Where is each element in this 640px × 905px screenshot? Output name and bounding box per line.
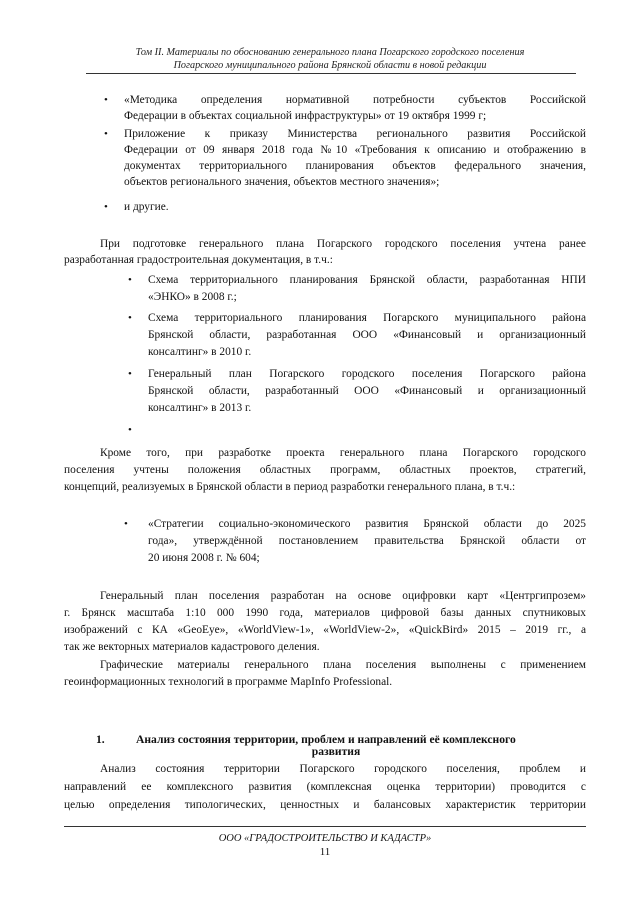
bullet-icon: • <box>124 518 128 530</box>
para3-line4: так же векторных материалов кадастрового деления. <box>64 641 320 653</box>
para2-line3: концепций, реализуемых в Брянской области в период разработки генерального плана, в т.ч.: <box>64 481 516 493</box>
list2-item3-line2: Брянской области, разработанный ООО «Финансовый и организационный <box>148 385 586 397</box>
footer-rule <box>64 826 586 827</box>
section-title-line1: Анализ состояния территории, проблем и направлений её комплексного <box>136 733 516 746</box>
list2-item1-line2: «ЭНКО» в 2008 г.; <box>148 291 237 303</box>
running-header-line2: Погарского муниципального района Брянской области в новой редакции <box>173 60 487 71</box>
list3-item1-line2: года», утверждённой постановлением правительства Брянской области от <box>148 535 586 547</box>
bullet-icon: • <box>104 94 108 106</box>
list1-item3-line1: и другие. <box>124 201 169 213</box>
para3-line1: Генеральный план поселения разработан на основе оцифровки карт «Центргипрозем» <box>100 590 586 602</box>
list1-item2-line4: объектов регионального значения, объектов местного значения»; <box>124 176 440 188</box>
bullet-icon: • <box>128 368 132 380</box>
list3-item1-line1: «Стратегии социально-экономического развития Брянской области до 2025 <box>148 518 586 530</box>
para5-line2: направлений ее комплексного развития (комплексная оценка территории) проводится с <box>64 781 586 793</box>
para5-line3: целью определения типологических, ценностных и балансовых характеристик территории <box>64 799 586 811</box>
list1-item2-line1: Приложение к приказу Министерства регионального развития Российской <box>124 128 586 140</box>
para4-line2: геоинформационных технологий в программе MapInfo Professional. <box>64 676 393 688</box>
bullet-icon: • <box>104 201 108 213</box>
list1-item2-line3: документах территориального планирования объектов федерального значения, <box>124 160 586 172</box>
section-title-line2: развития <box>311 745 361 758</box>
bullet-icon: • <box>128 424 132 436</box>
list2-item3-line3: консалтинг» в 2013 г. <box>148 402 252 414</box>
section-number: 1. <box>96 733 105 746</box>
header-rule <box>86 73 576 74</box>
list1-item1-line1: «Методика определения нормативной потребности субъектов Российской <box>124 94 586 106</box>
list2-item2-line2: Брянской области, разработанная ООО «Финансовый и организационный <box>148 329 586 341</box>
bullet-icon: • <box>128 274 132 286</box>
para5-line1: Анализ состояния территории Погарского городского поселения, проблем и <box>100 763 586 775</box>
para3-line3: изображений с КА «GeoEye», «WorldView-1», «WorldView-2», «QuickBird» 2015 – 2019 гг., а <box>64 624 586 636</box>
list1-item1-line2: Федерации в объектах социальной инфраструктуры» от 19 октября 1999 г; <box>124 110 487 122</box>
running-header-line1: Том II. Материалы по обоснованию генерального плана Погарского городского поселения <box>135 47 525 58</box>
list2-item2-line1: Схема территориального планирования Погарского муниципального района <box>148 312 586 324</box>
list3-item1-line3: 20 июня 2008 г. № 604; <box>148 552 260 564</box>
para1-line2: разработанная градостроительная документация, в т.ч.: <box>64 254 333 266</box>
para1-line1: При подготовке генерального плана Погарского городского поселения учтена ранее <box>100 238 586 250</box>
list1-item2-line2: Федерации от 09 января 2018 года №10 «Требования к описанию и отображению в <box>124 144 586 156</box>
para3-line2: г. Брянск масштаба 1:10 000 1990 года, материалов цифровой базы данных спутниковых <box>64 607 586 619</box>
bullet-icon: • <box>128 312 132 324</box>
list2-item3-line1: Генеральный план Погарского городского поселения Погарского района <box>148 368 586 380</box>
para4-line1: Графические материалы генерального плана поселения выполнены с применением <box>100 659 586 671</box>
list2-item1-line1: Схема территориального планирования Брянской области, разработанная НПИ <box>148 274 586 286</box>
bullet-icon: • <box>104 128 108 140</box>
footer-org: ООО «ГРАДОСТРОИТЕЛЬСТВО И КАДАСТР» <box>218 833 432 844</box>
list2-item2-line3: консалтинг» в 2010 г. <box>148 346 252 358</box>
para2-line2: поселения учтены положения областных программ, областных проектов, стратегий, <box>64 464 586 476</box>
page-number: 11 <box>319 846 331 858</box>
para2-line1: Кроме того, при разработке проекта генерального плана Погарского городского <box>100 447 586 459</box>
